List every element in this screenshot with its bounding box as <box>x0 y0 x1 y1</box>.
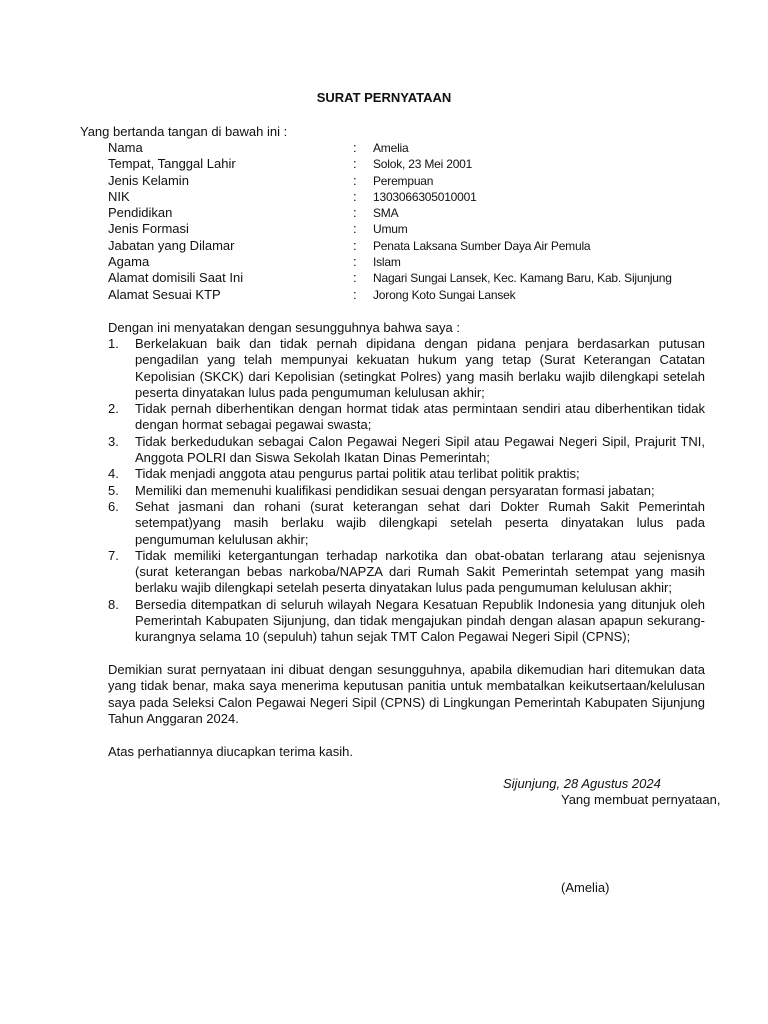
item-text: Sehat jasmani dan rohani (surat keterangan sehat dari Dokter Rumah Sakit Pemerintah setempat)yang masih berlaku wajib dilengkapi setelah peserta dinyatakan lulus pada pengumuman kelulusan akhir; <box>135 498 705 547</box>
item-number: 6. <box>108 498 119 514</box>
field-separator: : <box>353 140 357 155</box>
item-number: 5. <box>108 482 119 498</box>
field-label: Alamat domisili Saat Ini <box>108 270 244 286</box>
place-date <box>503 776 661 791</box>
field-label: Jenis Kelamin <box>108 172 189 188</box>
signature-maker-label: Yang membuat pernyataan, <box>561 792 721 807</box>
field-value: SMA <box>373 206 399 221</box>
item-number: 4. <box>108 466 119 482</box>
field-row <box>108 238 708 254</box>
field-row <box>108 221 708 237</box>
field-value: Amelia <box>373 141 409 155</box>
signature-place: Sijunjung <box>503 776 557 791</box>
item-number: 1. <box>108 336 119 351</box>
list-item <box>108 466 705 482</box>
closing-paragraph: Demikian surat pernyataan ini dibuat dengan sesungguhnya, apabila dikemudian hari ditemukan data yang tidak benar, maka saya menerima keputusan panitia untuk membatalkan keikutsertaan/kelulusan saya pada Seleksi Calon Pegawai Negeri Sipil (CPNS) di Lingkungan Pemerintah Kabupaten Sijunjung Tahun Anggaran 2024. <box>108 662 705 726</box>
field-value: Umum <box>373 222 408 237</box>
field-separator: : <box>353 221 357 237</box>
item-text: Tidak menjadi anggota atau pengurus partai politik atau terlibat politik praktis; <box>135 466 580 482</box>
item-number: 2. <box>108 401 119 417</box>
field-value: Islam <box>373 255 401 270</box>
field-row <box>108 189 708 205</box>
identity-fields <box>108 140 708 303</box>
field-value: Penata Laksana Sumber Daya Air Pemula <box>373 238 591 253</box>
field-separator: : <box>353 270 357 286</box>
field-row <box>108 140 708 156</box>
item-number: 7. <box>108 547 119 563</box>
declaration-list <box>108 336 705 646</box>
field-row <box>108 205 708 221</box>
field-value: 1303066305010001 <box>373 189 477 204</box>
field-separator: : <box>353 237 357 253</box>
item-text: Berkelakuan baik dan tidak pernah dipidana dengan pidana penjara berdasarkan putusan pengadilan yang telah mempunyai kekuatan hukum yang tetap (Surat Keterangan Catatan Kepolisian (SKCK) dari Kepolisian (setingkat Polres) yang masih berlaku wajib dilengkapi setelah peserta dinyatakan lulus pada pengumuman kelulusan akhir; <box>135 336 705 400</box>
field-value: Solok, 23 Mei 2001 <box>373 157 473 172</box>
field-label: Jenis Formasi <box>108 221 189 237</box>
field-row <box>108 156 708 172</box>
thanks-text: Atas perhatiannya diucapkan terima kasih. <box>108 744 353 759</box>
field-separator: : <box>353 205 357 221</box>
field-label: Alamat Sesuai KTP <box>108 286 221 302</box>
field-separator: : <box>353 172 357 188</box>
field-label: Nama <box>108 140 143 155</box>
field-separator: : <box>353 156 357 172</box>
field-label: Jabatan yang Dilamar <box>108 237 235 253</box>
field-label: Pendidikan <box>108 205 173 221</box>
field-row <box>108 287 708 303</box>
list-item <box>108 499 705 548</box>
item-text: Tidak pernah diberhentikan dengan hormat tidak atas permintaan sendiri atau diberhentikan tidak dengan hormat sebagai pegawai swasta; <box>135 401 705 433</box>
field-label: Tempat, Tanggal Lahir <box>108 156 236 172</box>
list-item <box>108 483 705 499</box>
signer-name: (Amelia) <box>561 880 610 895</box>
field-separator: : <box>353 254 357 270</box>
list-item <box>108 401 705 434</box>
field-value: Nagari Sungai Lansek, Kec. Kamang Baru, Kab. Sijunjung <box>373 271 672 286</box>
item-number: 3. <box>108 433 119 449</box>
list-item <box>108 597 705 646</box>
field-value: Jorong Koto Sungai Lansek <box>373 287 516 302</box>
field-label: NIK <box>108 188 130 204</box>
item-number: 8. <box>108 596 119 612</box>
item-text: Tidak memiliki ketergantungan terhadap narkotika dan obat-obatan terlarang atau sejenisnya (surat keterangan bebas narkoba/NAPZA dari Rumah Sakit Pemerintah setempat yang masih berlaku wajib dilengkapi setelah peserta dinyatakan lulus pada pengumuman kelulusan akhir; <box>135 547 705 596</box>
field-row <box>108 254 708 270</box>
list-item <box>108 548 705 597</box>
item-text: Tidak berkedudukan sebagai Calon Pegawai Negeri Sipil atau Pegawai Negeri Sipil, Prajurit TNI, Anggota POLRI dan Siswa Sekolah Ikatan Dinas Pemerintah; <box>135 433 705 466</box>
item-text: Bersedia ditempatkan di seluruh wilayah Negara Kesatuan Republik Indonesia yang ditunjuk oleh Pemerintah Kabupaten Sijunjung, dan tidak mengajukan pindah dengan alasan apapun sekurang-kurangnya selama 10 (sepuluh) tahun sejak TMT Calon Pegawai Negeri Sipil (CPNS); <box>135 596 705 645</box>
intro-text: Yang bertanda tangan di bawah ini : <box>80 124 288 139</box>
document-title: SURAT PERNYATAAN <box>316 90 452 105</box>
signature-date: , 28 Agustus 2024 <box>556 776 661 791</box>
field-value: Perempuan <box>373 173 434 188</box>
list-item <box>108 434 705 467</box>
field-row <box>108 270 708 286</box>
item-text: Memiliki dan memenuhi kualifikasi pendidikan sesuai dengan persyaratan formasi jabatan; <box>135 482 655 498</box>
list-item <box>108 336 705 401</box>
field-separator: : <box>353 286 357 302</box>
field-separator: : <box>353 188 357 204</box>
field-label: Agama <box>108 254 150 270</box>
statement-text: Dengan ini menyatakan dengan sesungguhnya bahwa saya : <box>108 320 460 335</box>
field-row <box>108 173 708 189</box>
